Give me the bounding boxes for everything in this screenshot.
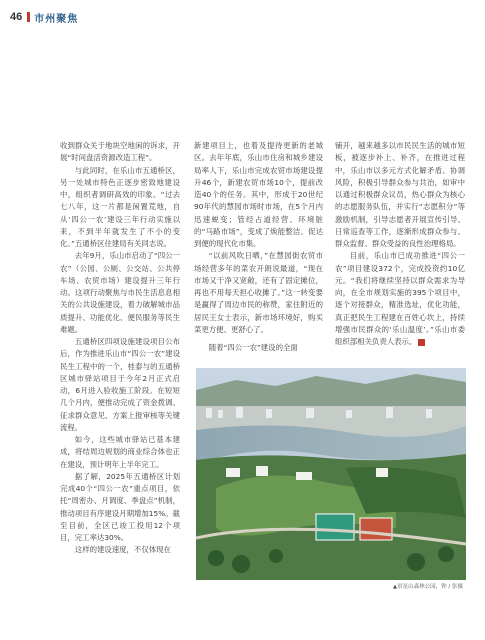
paragraph: 与此同时，在乐山市五通桥区，另一处城市特色正逐步密致地建设中，组织者调研高效的印象。“过去七八年，这一片都是闲置荒地，自从‘四公一农’建设三年行动实施以来，不到半年就发生了不小的变化。”五通桥区住建局有关同志说。 xyxy=(60,165,180,248)
paragraph: 新建项目上，也着及提待更新的老城区。去年年底，乐山市住房和城乡建设局率人下，乐山市完成农贸市场建设提升46个，新建农贸市场10个，提前改造40个的任务。其中，形成于20世纪90年代的慧园市场时市场，在5个月内迅速蜕变；管经占道经营、环境脏的“马路市场”，变成了焕能整洁、促达到便的现代化市集。 xyxy=(194,141,323,248)
paragraph: “以前风吹日晒，”在慧园街农贸市场经营多年的菜农开朗说最道，“现在市场又干净又宽敞，还有了固定摊位，再也不用每天担心收摊了。”这一转变要是赢得了周边市民的称赞，家住附近的居民王女士表示，新市场环境好，购买菜更方便、更舒心了。 xyxy=(194,251,323,334)
paragraph: 铺开，越来越多以市民民生活的城市短板，被逐步补上、补齐，在推进过程中，乐山市以多元方式化解矛盾、协调风险，积极引导群众参与共治，如审中以通过积极群众议员，热心群众为核心的志愿服务队伍，并实行“志愿积分”等激励机制，引导志愿者开展宣传引导、日常巡查等工作，逐渐形成群众参与、群众监督、群众受益的良性治理格局。 xyxy=(335,141,465,248)
aerial-photo xyxy=(196,368,466,580)
text-column-2-lower xyxy=(194,342,323,367)
text-column-2 xyxy=(194,140,323,332)
paragraph: 如今，这些城市驿站已基本建成，将结周边规划的商业综合体也正在建设，预计明年上半年完工。 xyxy=(60,435,180,469)
end-mark-icon: ■ xyxy=(418,339,425,346)
header-accent-bar xyxy=(27,12,30,22)
text-column-3 xyxy=(335,140,465,346)
photo-caption: ▲景星山森林公园，钟 / 张摄 xyxy=(392,584,463,590)
paragraph: 据了解，2025年五通桥区计划完成40个“四公一农”重点项目，依托“周密办、月调度、季盘点”机制，推动项目有序建设月期增加15%。截至目前，全区已竣工投用12个项目，完工率达30%。 xyxy=(60,471,180,542)
paragraph: 目前，乐山市已成功推进“四公一农”项目建设372个，完成投资约10亿元。“我们将继续坚持以群众需求为导向，在全市规划实施的395个项目中，逐个对接群众，精准选址，优化功能，真正把民生工程建在百姓心坎上，持续增强市民群众的‘乐山温度’。”乐山市委组织部相关负责人表示。 ■ xyxy=(335,251,465,346)
text-column-1 xyxy=(60,140,180,588)
page-header xyxy=(10,10,78,24)
page-number: 46 xyxy=(10,11,23,23)
paragraph: 去年9月，乐山市启动了“四公一农”（公园、公厕、公交站、公共停车场、农贸市场）建设提升三年行动。这项行动聚焦与市民生活息息相关的公共设施建设，着力破解城市品质提升、功能优化、便民服务等民生难题。 xyxy=(60,251,180,334)
paragraph: 随着“四公一农”建设的全面 xyxy=(208,343,298,352)
paragraph: 五通桥区四项设施建设项目公布后，作为推进乐山市“四公一农”建设民生工程中的一个，桂泰与的五通桥区城市驿站项目于今年2月正式启动，6月进入验收施工阶段。在短短几个月内，便推动完成了资金拨调、征求群众意见、方案上报审核等关键流程。 xyxy=(60,337,180,432)
paragraph: 这样的建设速度，不仅体现在 xyxy=(74,545,171,555)
section-title: 市州聚焦 xyxy=(34,13,79,25)
paragraph: 收到群众关于地块空地闲的诉求，开展“时间盘活资源改造工程”。 xyxy=(60,141,180,163)
